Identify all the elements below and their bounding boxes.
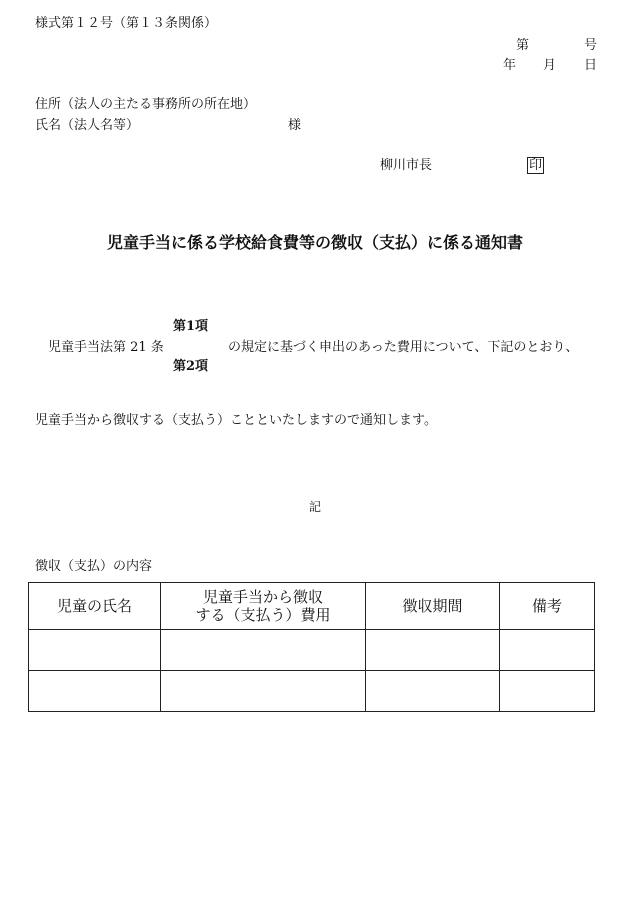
cell-remarks[interactable] — [500, 630, 595, 671]
header-cost-line2: する（支払う）費用 — [195, 606, 331, 624]
collection-table — [28, 582, 595, 712]
clause-option-2: 第2項 — [173, 359, 209, 374]
table-caption: 徴収（支払）の内容 — [35, 559, 153, 574]
body-line-2: 児童手当から徴収する（支払う）ことといたしますので通知します。 — [35, 413, 437, 428]
doc-number-suffix: 号 — [584, 38, 598, 53]
honorific: 様 — [288, 118, 302, 133]
table-row — [29, 630, 595, 671]
cell-cost[interactable] — [161, 671, 366, 712]
form-number: 様式第１２号（第１３条関係） — [35, 16, 218, 31]
header-cost-line1: 児童手当から徴収 — [202, 588, 323, 606]
cell-period[interactable] — [366, 671, 500, 712]
address-label: 住所（法人の主たる事務所の所在地） — [35, 97, 257, 112]
doc-number-prefix: 第 — [516, 38, 530, 53]
law-reference: 児童手当法第 21 条 — [48, 340, 164, 355]
table-header-row — [29, 583, 595, 630]
date-month: 月 — [543, 58, 557, 73]
seal-mark: 印 — [529, 158, 543, 173]
ki-heading: 記 — [309, 500, 322, 514]
header-remarks: 備考 — [500, 583, 595, 630]
cell-child-name[interactable] — [29, 671, 161, 712]
document-title: 児童手当に係る学校給食費等の徴収（支払）に係る通知書 — [106, 233, 523, 252]
date-year: 年 — [503, 58, 517, 73]
cell-child-name[interactable] — [29, 630, 161, 671]
cell-cost[interactable] — [161, 630, 366, 671]
header-period: 徴収期間 — [366, 583, 500, 630]
issuer-name: 柳川市長 — [380, 158, 433, 173]
cell-remarks[interactable] — [500, 671, 595, 712]
cell-period[interactable] — [366, 630, 500, 671]
name-label: 氏名（法人名等） — [35, 118, 140, 133]
header-child-name: 児童の氏名 — [29, 583, 161, 630]
table-row — [29, 671, 595, 712]
body-line-1: の規定に基づく申出のあった費用について、下記のとおり、 — [228, 340, 579, 355]
date-day: 日 — [584, 58, 598, 73]
header-cost — [161, 583, 366, 630]
clause-option-1: 第1項 — [173, 319, 209, 334]
